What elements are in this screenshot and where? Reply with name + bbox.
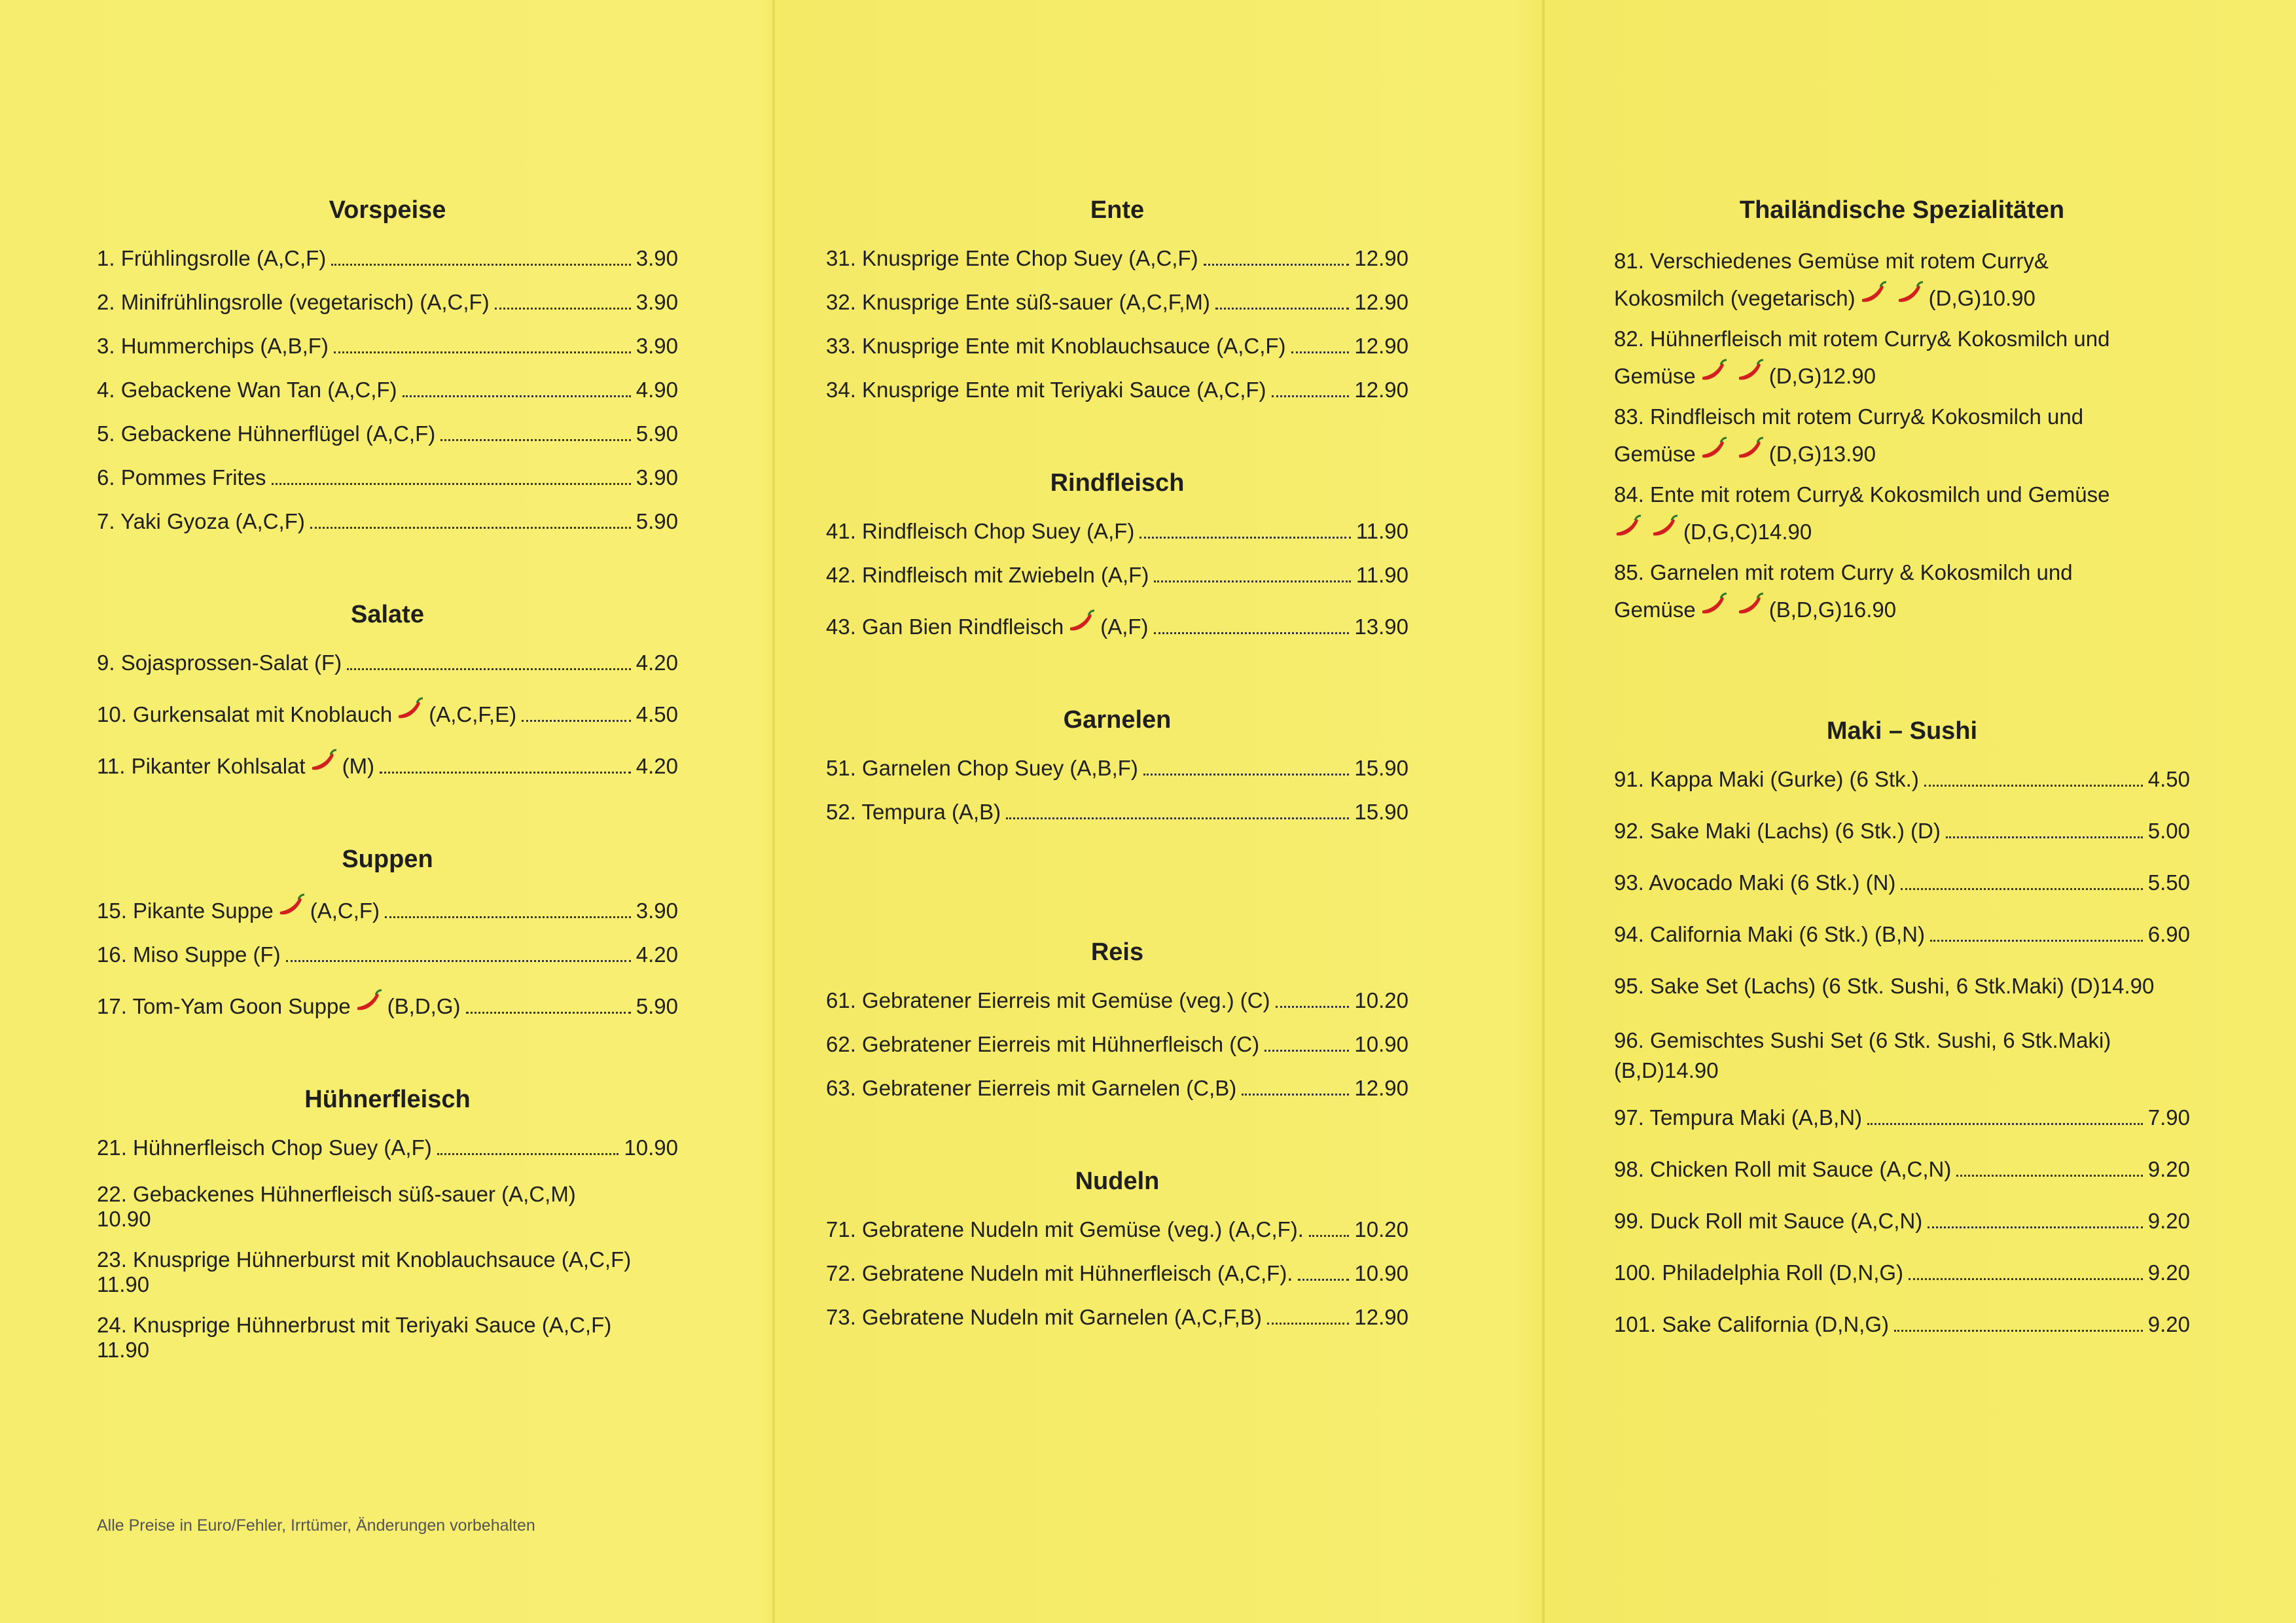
price: 7.90 <box>2147 1105 2190 1130</box>
fold-line <box>1542 0 1545 1623</box>
price: 4.50 <box>636 702 678 726</box>
price: 13.90 <box>1354 615 1408 639</box>
menu-item: 97. Tempura Maki (A,B,N) 7.90 <box>1614 1102 2190 1133</box>
price: 9.20 <box>2147 1260 2190 1285</box>
menu-item: 15. Pikante Suppe (A,C,F) 3.90 <box>97 892 678 927</box>
chili-pepper-icon <box>1736 357 1765 383</box>
menu-item: 5. Gebackene Hühnerflügel (A,C,F) 5.90 <box>97 418 678 450</box>
price: 4.90 <box>636 378 678 402</box>
section-title-suppen: Suppen <box>342 846 433 873</box>
menu-item: 4. Gebackene Wan Tan (A,C,F) 4.90 <box>97 374 678 406</box>
price: 5.50 <box>2147 870 2190 895</box>
menu-item: 95. Sake Set (Lachs) (6 Stk. Sushi, 6 Stk.Maki) (D) 14.90 <box>1614 971 2190 1002</box>
menu-item: 51. Garnelen Chop Suey (A,B,F) 15.90 <box>826 753 1408 784</box>
price: 16.90 <box>1842 597 1897 622</box>
price: 14.90 <box>2100 974 2155 998</box>
price: 4.20 <box>636 942 678 967</box>
menu-item: 17. Tom-Yam Goon Suppe (B,D,G) 5.90 <box>97 988 678 1022</box>
price: 15.90 <box>1354 756 1408 780</box>
menu-item: 9. Sojasprossen-Salat (F) 4.20 <box>97 647 678 679</box>
footer-note: Alle Preise in Euro/Fehler, Irrtümer, Änderungen vorbehalten <box>97 1516 535 1535</box>
menu-item: 24. Knusprige Hühnerbrust mit Teriyaki Sauce (A,C,F) 11.90 <box>97 1307 678 1368</box>
chili-pepper-icon <box>1651 513 1679 539</box>
menu-item: 10. Gurkensalat mit Knoblauch (A,C,F,E) 4.50 <box>97 696 678 730</box>
chili-pepper-icon <box>1614 513 1643 539</box>
menu-item: 22. Gebackenes Hühnerfleisch süß-sauer (A,C,M) 10.90 <box>97 1176 678 1238</box>
section-title-sushi: Maki – Sushi <box>1826 717 1978 745</box>
section-title-huehnerfleisch: Hühnerfleisch <box>304 1086 471 1113</box>
chili-pepper-icon <box>1896 279 1925 306</box>
price: 10.20 <box>1354 1217 1408 1241</box>
menu-item: 21. Hühnerfleisch Chop Suey (A,F) 10.90 <box>97 1132 678 1164</box>
price: 10.90 <box>97 1207 151 1231</box>
price: 13.90 <box>1821 442 1876 466</box>
chili-pepper-icon <box>355 988 384 1014</box>
section-title-ente: Ente <box>1090 196 1145 224</box>
menu-item: 94. California Maki (6 Stk.) (B,N) 6.90 <box>1614 919 2190 950</box>
chili-pepper-icon <box>1736 591 1765 617</box>
price: 11.90 <box>97 1272 150 1296</box>
price: 5.90 <box>636 421 678 446</box>
price: 12.90 <box>1821 364 1876 388</box>
menu-item: 99. Duck Roll mit Sauce (A,C,N) 9.20 <box>1614 1205 2190 1237</box>
price: 5.00 <box>2147 819 2190 843</box>
price: 14.90 <box>1757 520 1812 544</box>
price: 12.90 <box>1354 1305 1408 1329</box>
price: 9.20 <box>2147 1312 2190 1336</box>
menu-item: 61. Gebratener Eierreis mit Gemüse (veg.) (C) 10.20 <box>826 985 1408 1016</box>
price: 6.90 <box>2147 922 2190 946</box>
menu-item: 72. Gebratene Nudeln mit Hühnerfleisch (A,C,F). 10.90 <box>826 1258 1408 1289</box>
menu-item: 92. Sake Maki (Lachs) (6 Stk.) (D) 5.00 <box>1614 815 2190 847</box>
price: 5.90 <box>636 509 678 533</box>
menu-item: 42. Rindfleisch mit Zwiebeln (A,F) 11.90 <box>826 560 1408 591</box>
menu-item: 82. Hühnerfleisch mit rotem Curry& Kokosmilch und Gemüse (D,G) 12.90 <box>1614 321 2190 395</box>
price: 11.90 <box>1355 519 1408 543</box>
price: 10.90 <box>1981 286 2036 310</box>
menu-item: 100. Philadelphia Roll (D,N,G) 9.20 <box>1614 1257 2190 1289</box>
menu-item: 41. Rindfleisch Chop Suey (A,F) 11.90 <box>826 516 1408 547</box>
chili-pepper-icon <box>1859 279 1888 306</box>
price: 15.90 <box>1354 800 1408 824</box>
chili-pepper-icon <box>1067 608 1096 634</box>
column-middle <box>826 196 1408 1346</box>
menu-item: 16. Miso Suppe (F) 4.20 <box>97 939 678 971</box>
menu-item: 62. Gebratener Eierreis mit Hühnerfleisch (C) 10.90 <box>826 1029 1408 1060</box>
chili-pepper-icon <box>1700 435 1729 461</box>
column-right <box>1614 196 2190 1361</box>
chili-pepper-icon <box>1700 357 1729 383</box>
menu-item: 3. Hummerchips (A,B,F) 3.90 <box>97 330 678 362</box>
price: 9.20 <box>2147 1157 2190 1181</box>
menu-item: 33. Knusprige Ente mit Knoblauchsauce (A,C,F) 12.90 <box>826 330 1408 362</box>
menu-item: 71. Gebratene Nudeln mit Gemüse (veg.) (A,C,F). 10.20 <box>826 1214 1408 1245</box>
price: 3.90 <box>636 465 678 490</box>
menu-item: 91. Kappa Maki (Gurke) (6 Stk.) 4.50 <box>1614 764 2190 795</box>
fold-line <box>772 0 775 1623</box>
menu-item: 11. Pikanter Kohlsalat (M) 4.20 <box>97 747 678 782</box>
price: 12.90 <box>1354 246 1408 270</box>
menu-item: 101. Sake California (D,N,G) 9.20 <box>1614 1309 2190 1340</box>
price: 4.50 <box>2147 767 2190 791</box>
menu-item: 85. Garnelen mit rotem Curry & Kokosmilch und Gemüse (B,D,G) 16.90 <box>1614 554 2190 628</box>
section-title-salate: Salate <box>351 601 424 628</box>
chili-pepper-icon <box>1700 591 1729 617</box>
menu-item: 81. Verschiedenes Gemüse mit rotem Curry& Kokosmilch (vegetarisch) (D,G) 10.90 <box>1614 243 2190 317</box>
column-left <box>97 196 678 1372</box>
price: 3.90 <box>636 899 678 923</box>
menu-item: 93. Avocado Maki (6 Stk.) (N) 5.50 <box>1614 867 2190 899</box>
price: 4.20 <box>636 651 678 675</box>
menu-item: 6. Pommes Frites 3.90 <box>97 462 678 493</box>
price: 9.20 <box>2147 1209 2190 1233</box>
section-title-thai: Thailändische Spezialitäten <box>1739 196 2065 224</box>
chili-pepper-icon <box>310 747 338 774</box>
chili-pepper-icon <box>278 892 306 918</box>
price: 3.90 <box>636 334 678 358</box>
menu-item: 98. Chicken Roll mit Sauce (A,C,N) 9.20 <box>1614 1154 2190 1185</box>
price: 10.90 <box>1354 1032 1408 1056</box>
price: 12.90 <box>1354 1076 1408 1100</box>
section-title-reis: Reis <box>1090 938 1144 966</box>
chili-pepper-icon <box>396 696 425 722</box>
menu-item: 34. Knusprige Ente mit Teriyaki Sauce (A,C,F) 12.90 <box>826 374 1408 406</box>
menu-item: 96. Gemischtes Sushi Set (6 Stk. Sushi, 6 Stk.Maki) (B,D) 14.90 <box>1614 1022 2190 1089</box>
chili-pepper-icon <box>1736 435 1765 461</box>
price: 3.90 <box>636 246 678 270</box>
menu-item: 7. Yaki Gyoza (A,C,F) 5.90 <box>97 506 678 537</box>
menu-item: 84. Ente mit rotem Curry& Kokosmilch und Gemüse (D,G,C) 14.90 <box>1614 476 2190 550</box>
menu-item: 52. Tempura (A,B) 15.90 <box>826 796 1408 828</box>
price: 10.20 <box>1354 988 1408 1012</box>
section-title-rindfleisch: Rindfleisch <box>1050 469 1185 497</box>
price: 10.90 <box>624 1135 678 1160</box>
menu-item: 1. Frühlingsrolle (A,C,F) 3.90 <box>97 243 678 274</box>
menu-item: 31. Knusprige Ente Chop Suey (A,C,F) 12.90 <box>826 243 1408 274</box>
price: 4.20 <box>636 754 678 778</box>
menu-item: 73. Gebratene Nudeln mit Garnelen (A,C,F,B) 12.90 <box>826 1302 1408 1333</box>
price: 3.90 <box>636 290 678 314</box>
section-title-garnelen: Garnelen <box>1063 706 1172 734</box>
section-title-nudeln: Nudeln <box>1075 1168 1160 1195</box>
price: 11.90 <box>1355 563 1408 587</box>
price: 12.90 <box>1354 290 1408 314</box>
menu-item: 32. Knusprige Ente süß-sauer (A,C,F,M) 12.90 <box>826 287 1408 318</box>
menu-item: 2. Minifrühlingsrolle (vegetarisch) (A,C,F) 3.90 <box>97 287 678 318</box>
menu-item: 23. Knusprige Hühnerburst mit Knoblauchsauce (A,C,F) 11.90 <box>97 1241 678 1303</box>
price: 5.90 <box>636 994 678 1018</box>
price: 10.90 <box>1354 1261 1408 1285</box>
price: 11.90 <box>97 1338 150 1362</box>
section-title-vorspeise: Vorspeise <box>329 196 446 224</box>
price: 14.90 <box>1664 1058 1719 1082</box>
menu-item: 63. Gebratener Eierreis mit Garnelen (C,B) 12.90 <box>826 1073 1408 1104</box>
price: 12.90 <box>1354 378 1408 402</box>
menu-item: 43. Gan Bien Rindfleisch (A,F) 13.90 <box>826 608 1408 643</box>
price: 12.90 <box>1354 334 1408 358</box>
menu-item: 83. Rindfleisch mit rotem Curry& Kokosmilch und Gemüse (D,G) 13.90 <box>1614 399 2190 473</box>
